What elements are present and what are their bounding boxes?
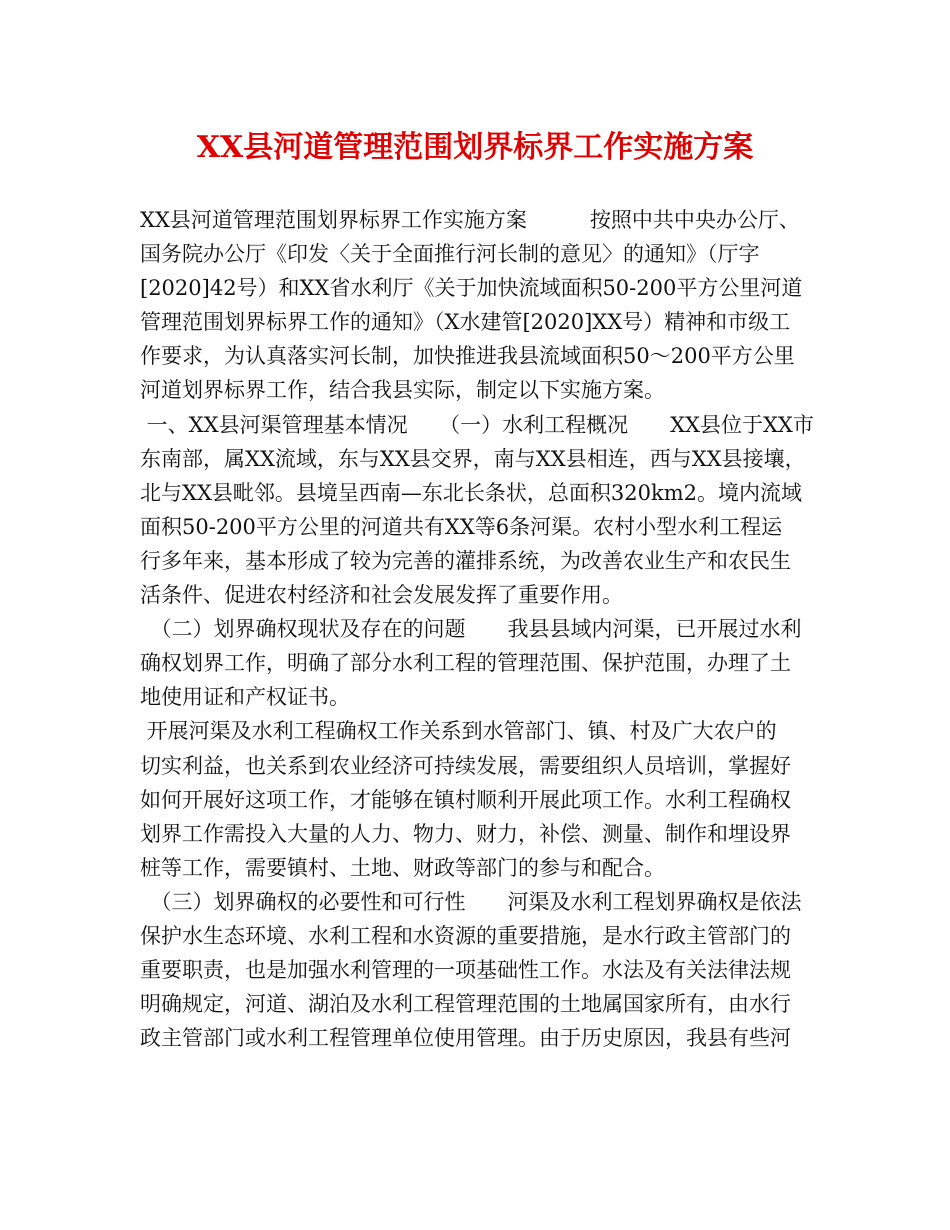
body-line: 划界工作需投入大量的人力、物力、财力，补偿、测量、制作和埋设界 (140, 821, 791, 846)
body-line: 明确规定，河道、湖泊及水利工程管理范围的土地属国家所有，由水行 (140, 992, 791, 1017)
body-line: 确权划界工作，明确了部分水利工程的管理范围、保护范围，办理了土 (140, 651, 791, 676)
body-line: XX县河道管理范围划界标界工作实施方案 按照中共中央办公厅、 (140, 208, 800, 232)
body-line: 切实利益，也关系到农业经济可持续发展，需要组织人员培训，掌握好 (140, 753, 791, 778)
body-line: 如何开展好这项工作，才能够在镇村顺利开展此项工作。水利工程确权 (140, 787, 791, 812)
body-line: 开展河渠及水利工程确权工作关系到水管部门、镇、村及广大农户的 (140, 719, 777, 744)
body-line: 保护水生态环境、水利工程和水资源的重要措施，是水行政主管部门的 (140, 923, 791, 948)
document-body (140, 203, 820, 1055)
body-line: 北与XX县毗邻。县境呈西南—东北长条状，总面积320km2。境内流域 (140, 480, 802, 505)
body-line: 活条件、促进农村经济和社会发展发挥了重要作用。 (140, 583, 623, 608)
body-line: 面积50-200平方公里的河道共有XX等6条河渠。农村小型水利工程运 (140, 514, 783, 539)
body-line: 政主管部门或水利工程管理单位使用管理。由于历史原因，我县有些河 (140, 1026, 791, 1051)
body-line: 桩等工作，需要镇村、土地、财政等部门的参与和配合。 (140, 855, 665, 880)
body-line: 作要求，为认真落实河长制，加快推进我县流域面积50～200平方公里 (140, 344, 795, 369)
body-line: [2020]42号）和XX省水利厅《关于加快流域面积50-200平方公里河道 (140, 276, 803, 301)
body-line: 东南部，属XX流域，东与XX县交界，南与XX县相连，西与XX县接壤， (140, 446, 806, 471)
body-line: 一、XX县河渠管理基本情况 （一）水利工程概况 XX县位于XX市 (140, 412, 814, 437)
body-line: 国务院办公厅《印发〈关于全面推行河长制的意见〉的通知》（厅字 (140, 242, 760, 267)
body-line: （三）划界确权的必要性和可行性 河渠及水利工程划界确权是依法 (140, 889, 802, 914)
body-line: 地使用证和产权证书。 (140, 685, 350, 710)
body-line: 管理范围划界标界工作的通知》（X水建管[2020]XX号）精神和市级工 (140, 310, 791, 335)
document-title: XX县河道管理范围划界标界工作实施方案 (196, 130, 754, 165)
body-line: 河道划界标界工作，结合我县实际，制定以下实施方案。 (140, 378, 665, 403)
body-line: 重要职责，也是加强水利管理的一项基础性工作。水法及有关法律法规 (140, 958, 791, 983)
body-line: 行多年来，基本形成了较为完善的灌排系统，为改善农业生产和农民生 (140, 548, 791, 573)
body-line: （二）划界确权现状及存在的问题 我县县域内河渠，已开展过水利 (140, 617, 802, 642)
